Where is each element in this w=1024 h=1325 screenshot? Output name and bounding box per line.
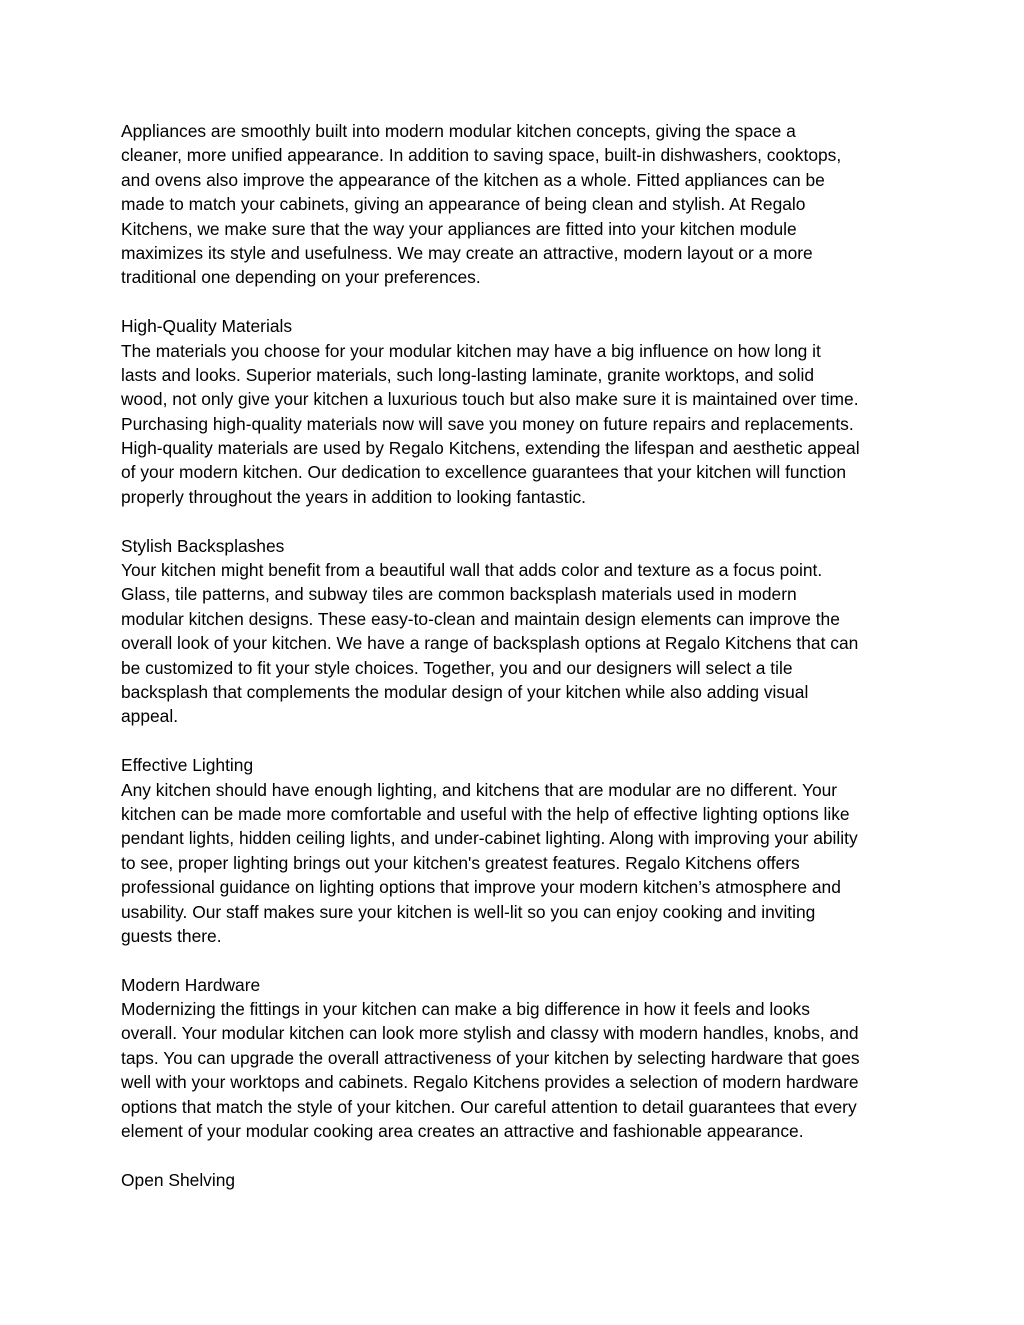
paragraph-line: to see, proper lighting brings out your kitchen's greatest features. Regalo Kitchens offers <box>121 852 800 873</box>
paragraph-line: maximizes its style and usefulness. We may create an attractive, modern layout or a more <box>121 242 813 263</box>
paragraph-line: professional guidance on lighting options that improve your modern kitchen’s atmosphere and <box>121 877 841 898</box>
paragraph-spacer <box>121 729 911 753</box>
paragraph-line: be customized to fit your style choices. Together, you and our designers will select a tile <box>121 657 793 678</box>
paragraph-line: of your modern kitchen. Our dedication to excellence guarantees that your kitchen will function <box>121 462 847 483</box>
intro-paragraph <box>121 119 911 290</box>
paragraph-spacer <box>121 290 911 314</box>
paragraph-spacer <box>121 509 911 533</box>
paragraph-line: Appliances are smoothly built into modern modular kitchen concepts, giving the space a <box>121 121 796 141</box>
paragraph-line: overall. Your modular kitchen can look more stylish and classy with modern handles, knobs, and <box>121 1023 859 1044</box>
paragraph-line: well with your worktops and cabinets. Regalo Kitchens provides a selection of modern hardware <box>121 1072 859 1093</box>
paragraph-line: cleaner, more unified appearance. In addition to saving space, built-in dishwashers, cooktops, <box>121 145 842 166</box>
paragraph-line: Glass, tile patterns, and subway tiles are common backsplash materials used in modern <box>121 584 797 605</box>
paragraph-line: Any kitchen should have enough lighting, and kitchens that are modular are no different. Your <box>121 779 838 800</box>
paragraph-line: made to match your cabinets, giving an appearance of being clean and stylish. At Regalo <box>121 194 806 215</box>
section-heading: High-Quality Materials <box>121 316 293 337</box>
section-heading: Effective Lighting <box>121 755 254 776</box>
paragraph-line: High-quality materials are used by Regalo Kitchens, extending the lifespan and aesthetic appeal <box>121 438 860 459</box>
paragraph-line: The materials you choose for your modular kitchen may have a big influence on how long it <box>121 340 821 361</box>
section-stylish-backsplashes <box>121 534 911 729</box>
paragraph-line: backsplash that complements the modular design of your kitchen while also adding visual <box>121 681 809 702</box>
section-high-quality-materials <box>121 314 911 509</box>
paragraph-line: modular kitchen designs. These easy-to-clean and maintain design elements can improve the <box>121 608 840 629</box>
section-modern-hardware <box>121 973 911 1144</box>
paragraph-line: options that match the style of your kitchen. Our careful attention to detail guarantees that every <box>121 1096 857 1117</box>
section-open-shelving <box>121 1168 911 1192</box>
paragraph-line: traditional one depending on your preferences. <box>121 267 481 288</box>
paragraph-line: and ovens also improve the appearance of the kitchen as a whole. Fitted appliances can be <box>121 169 825 190</box>
paragraph-line: Your kitchen might benefit from a beautiful wall that adds color and texture as a focus point. <box>121 560 823 581</box>
section-heading: Open Shelving <box>121 1169 236 1190</box>
paragraph-line: element of your modular cooking area creates an attractive and fashionable appearance. <box>121 1121 804 1142</box>
section-heading: Modern Hardware <box>121 974 261 995</box>
section-heading: Stylish Backsplashes <box>121 535 285 556</box>
paragraph-line: usability. Our staff makes sure your kitchen is well-lit so you can enjoy cooking and inviting <box>121 901 816 922</box>
paragraph-line: guests there. <box>121 925 222 946</box>
paragraph-line: Kitchens, we make sure that the way your appliances are fitted into your kitchen module <box>121 218 797 239</box>
paragraph-line: Modernizing the fittings in your kitchen can make a big difference in how it feels and looks <box>121 999 810 1020</box>
paragraph-line: appeal. <box>121 706 179 727</box>
paragraph-line: pendant lights, hidden ceiling lights, and under-cabinet lighting. Along with improving your ability <box>121 828 858 849</box>
document-page <box>121 119 911 1192</box>
paragraph-line: kitchen can be made more comfortable and useful with the help of effective lighting options like <box>121 803 850 824</box>
paragraph-line: overall look of your kitchen. We have a range of backsplash options at Regalo Kitchens that can <box>121 633 859 654</box>
paragraph-line: properly throughout the years in addition to looking fantastic. <box>121 486 587 507</box>
paragraph-spacer <box>121 948 911 972</box>
paragraph-line: taps. You can upgrade the overall attractiveness of your kitchen by selecting hardware that goes <box>121 1047 860 1068</box>
paragraph-line: wood, not only give your kitchen a luxurious touch but also make sure it is maintained over time. <box>121 389 859 410</box>
paragraph-line: Purchasing high-quality materials now will save you money on future repairs and replacements. <box>121 413 854 434</box>
paragraph-spacer <box>121 1143 911 1167</box>
section-effective-lighting <box>121 753 911 948</box>
paragraph-line: lasts and looks. Superior materials, such long-lasting laminate, granite worktops, and solid <box>121 364 815 385</box>
